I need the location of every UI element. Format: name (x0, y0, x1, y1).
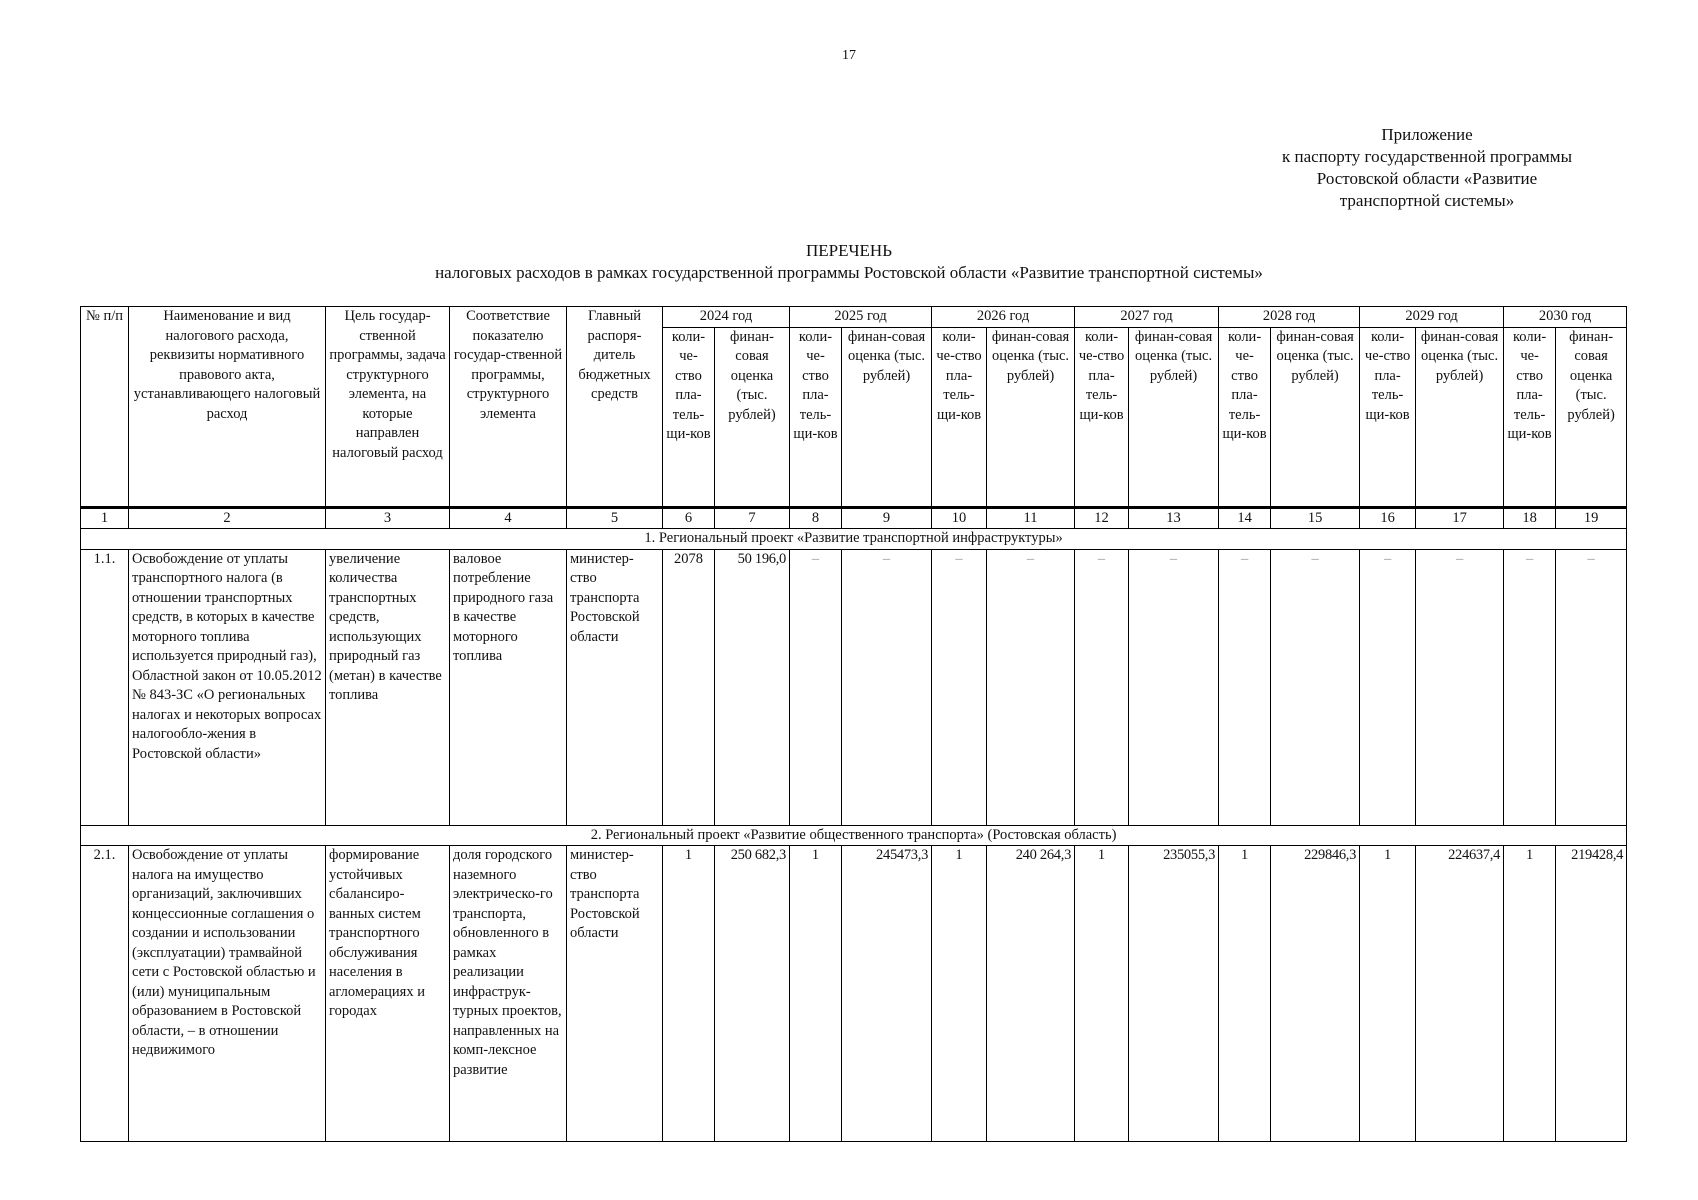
row-count-2026: – (932, 549, 987, 825)
title-heading: ПЕРЕЧЕНЬ (806, 241, 892, 260)
column-number: 17 (1416, 507, 1504, 529)
row-finance-2027: – (1129, 549, 1219, 825)
appendix-caption (1262, 124, 1592, 212)
header-count: коли-че-ство пла-тель-щи-ков (1360, 327, 1416, 507)
row-finance-2029: – (1416, 549, 1504, 825)
header-count: коли-че-ство пла-тель-щи-ков (663, 327, 715, 507)
header-goal: Цель государ-ственной программы, задача структурного элемента, на которые направлен налоговый расход (326, 307, 450, 508)
row-count-2026: 1 (932, 846, 987, 1142)
row-goal: увеличение количества транспортных средств, использующих природный газ (метан) в качестве топлива (326, 549, 450, 825)
row-number: 2.1. (81, 846, 129, 1142)
row-count-2025: – (790, 549, 842, 825)
header-finance: финан-совая оценка (тыс. рублей) (842, 327, 932, 507)
row-conformity: доля городского наземного электрическо-го транспорта, обновленного в рамках реализации инфраструк-турных проектов, направленных на комп-лексное развитие (450, 846, 567, 1142)
column-number: 18 (1504, 507, 1556, 529)
document-title (0, 240, 1698, 284)
column-number: 1 (81, 507, 129, 529)
column-number: 10 (932, 507, 987, 529)
column-number: 3 (326, 507, 450, 529)
page-number: 17 (842, 48, 856, 63)
row-finance-2026: 240 264,3 (987, 846, 1075, 1142)
row-count-2024: 1 (663, 846, 715, 1142)
header-year: 2024 год (663, 307, 790, 328)
section-heading-row (81, 825, 1627, 846)
title-subheading: налоговых расходов в рамках государственной программы Ростовской области «Развитие транспортной системы» (435, 263, 1263, 282)
column-number: 15 (1271, 507, 1360, 529)
header-finance: финан-совая оценка (тыс. рублей) (715, 327, 790, 507)
tax-expenditure-table (80, 306, 1627, 1142)
header-year: 2029 год (1360, 307, 1504, 328)
row-conformity: валовое потребление природного газа в качестве моторного топлива (450, 549, 567, 825)
appendix-line: Ростовской области «Развитие (1316, 169, 1538, 188)
header-conformity: Соответствие показателю государ-ственной программы, структурного элемента (450, 307, 567, 508)
row-goal: формирование устойчивых сбалансиро-ванных систем транспортного обслуживания населения в агломерациях и городах (326, 846, 450, 1142)
column-number: 11 (987, 507, 1075, 529)
table-row (81, 846, 1627, 1142)
header-finance: финан-совая оценка (тыс. рублей) (1556, 327, 1627, 507)
column-number: 6 (663, 507, 715, 529)
header-name: Наименование и вид налогового расхода, реквизиты нормативного правового акта, устанавливающего налоговый расход (129, 307, 326, 508)
row-finance-2024: 250 682,3 (715, 846, 790, 1142)
header-year: 2026 год (932, 307, 1075, 328)
header-finance: финан-совая оценка (тыс. рублей) (1129, 327, 1219, 507)
column-number: 14 (1219, 507, 1271, 529)
row-finance-2027: 235055,3 (1129, 846, 1219, 1142)
header-finance: финан-совая оценка (тыс. рублей) (1416, 327, 1504, 507)
row-finance-2025: – (842, 549, 932, 825)
section-title: 1. Региональный проект «Развитие транспортной инфраструктуры» (81, 529, 1627, 550)
column-number: 12 (1075, 507, 1129, 529)
row-manager: министер-ство транспорта Ростовской области (567, 846, 663, 1142)
appendix-line: транспортной системы» (1339, 191, 1515, 210)
column-number: 8 (790, 507, 842, 529)
table-row (81, 549, 1627, 825)
header-no: № п/п (81, 307, 129, 508)
header-count: коли-че-ство пла-тель-щи-ков (790, 327, 842, 507)
row-manager: министер-ство транспорта Ростовской области (567, 549, 663, 825)
row-count-2027: 1 (1075, 846, 1129, 1142)
column-number: 4 (450, 507, 567, 529)
header-manager: Главный распоря-дитель бюджетных средств (567, 307, 663, 508)
header-finance: финан-совая оценка (тыс. рублей) (987, 327, 1075, 507)
column-number: 16 (1360, 507, 1416, 529)
row-finance-2026: – (987, 549, 1075, 825)
row-count-2028: – (1219, 549, 1271, 825)
row-count-2027: – (1075, 549, 1129, 825)
column-numbers-row (81, 507, 1627, 529)
column-number: 5 (567, 507, 663, 529)
column-number: 13 (1129, 507, 1219, 529)
row-finance-2025: 245473,3 (842, 846, 932, 1142)
row-finance-2030: 219428,4 (1556, 846, 1627, 1142)
row-count-2025: 1 (790, 846, 842, 1142)
section-title: 2. Региональный проект «Развитие общественного транспорта» (Ростовская область) (81, 825, 1627, 846)
header-year: 2025 год (790, 307, 932, 328)
row-number: 1.1. (81, 549, 129, 825)
appendix-line: Приложение (1381, 125, 1473, 144)
header-count: коли-че-ство пла-тель-щи-ков (1504, 327, 1556, 507)
row-finance-2030: – (1556, 549, 1627, 825)
row-finance-2029: 224637,4 (1416, 846, 1504, 1142)
column-number: 19 (1556, 507, 1627, 529)
header-year: 2030 год (1504, 307, 1627, 328)
row-finance-2028: 229846,3 (1271, 846, 1360, 1142)
appendix-line: к паспорту государственной программы (1282, 147, 1572, 166)
column-number: 7 (715, 507, 790, 529)
column-number: 9 (842, 507, 932, 529)
section-heading-row (81, 529, 1627, 550)
row-count-2029: 1 (1360, 846, 1416, 1142)
header-year: 2027 год (1075, 307, 1219, 328)
row-finance-2024: 50 196,0 (715, 549, 790, 825)
row-count-2028: 1 (1219, 846, 1271, 1142)
row-finance-2028: – (1271, 549, 1360, 825)
header-count: коли-че-ство пла-тель-щи-ков (932, 327, 987, 507)
column-number: 2 (129, 507, 326, 529)
row-name: Освобождение от уплаты налога на имущество организаций, заключивших концессионные соглашения о создании и использовании (эксплуатации) трамвайной сети с Ростовской областью и (или) муниципальным образованием в Ростовской области, – в отношении недвижимого (129, 846, 326, 1142)
row-name: Освобождение от уплаты транспортного налога (в отношении транспортных средств, в которых в качестве моторного топлива используется природный газ), Областной закон от 10.05.2012 № 843-ЗС «О региональных налогах и некоторых вопросах налогообло-жения в Ростовской области» (129, 549, 326, 825)
row-count-2029: – (1360, 549, 1416, 825)
row-count-2030: 1 (1504, 846, 1556, 1142)
row-count-2024: 2078 (663, 549, 715, 825)
header-finance: финан-совая оценка (тыс. рублей) (1271, 327, 1360, 507)
row-count-2030: – (1504, 549, 1556, 825)
header-count: коли-че-ство пла-тель-щи-ков (1075, 327, 1129, 507)
header-count: коли-че-ство пла-тель-щи-ков (1219, 327, 1271, 507)
header-year: 2028 год (1219, 307, 1360, 328)
